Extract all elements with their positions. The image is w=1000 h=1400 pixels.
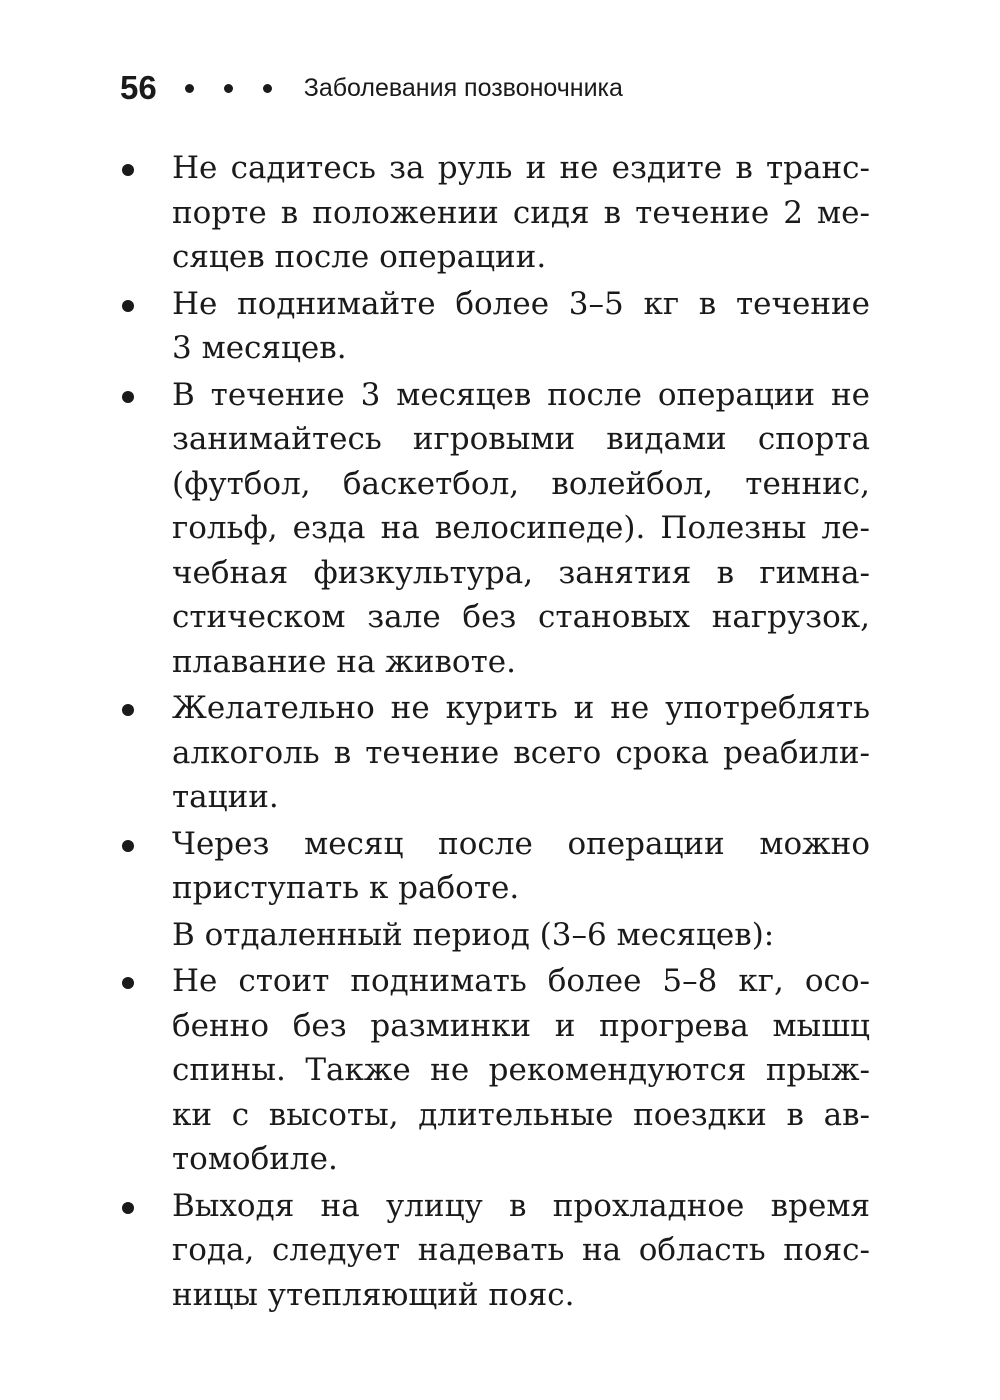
text-line: В течение 3 месяцев после операции не (172, 376, 870, 413)
text-line: порте в положении сидя в течение 2 ме- (172, 194, 870, 231)
subheading (120, 913, 870, 958)
bullet-icon (122, 840, 134, 852)
list-item (120, 282, 870, 371)
text-line: занимайтесь игровыми видами спорта (172, 421, 870, 457)
text-line: тации. (172, 779, 279, 815)
list-item (120, 959, 870, 1182)
text-line: гольф, езда на велосипеде). Полезны ле- (172, 510, 870, 546)
text-line: томобиле. (172, 1141, 338, 1177)
text-line: Через месяц после операции можно (172, 825, 870, 862)
text-line: алкоголь в течение всего срока реабили- (172, 734, 870, 771)
dot-icon (224, 84, 233, 93)
text-line: Не стоит поднимать более 5–8 кг, осо- (172, 963, 870, 999)
text-line: спины. Также не рекомендуются прыж- (172, 1052, 870, 1088)
dot-icon (185, 84, 194, 93)
text-line: приступать к работе. (172, 870, 520, 906)
bullet-icon (122, 977, 134, 989)
bullet-icon (122, 164, 134, 176)
text-line: Желательно не курить и не употреблять (172, 690, 870, 726)
bullet-icon (122, 300, 134, 312)
text-line: сяцев после операции. (172, 239, 547, 275)
dot-icon (263, 84, 272, 93)
bullet-icon (122, 704, 134, 716)
text-line: плавание на животе. (172, 643, 516, 680)
list-item (120, 686, 870, 820)
text-line: 3 месяцев. (172, 330, 347, 366)
text-line: года, следует надевать на область пояс- (172, 1232, 870, 1268)
text-line: бенно без разминки и прогрева мышц (172, 1007, 870, 1044)
body-text (120, 146, 870, 1319)
text-line: (футбол, баскетбол, волейбол, теннис, (172, 465, 870, 502)
page-number: 56 (120, 69, 157, 106)
page-header (120, 66, 623, 110)
bullet-icon (122, 1202, 134, 1214)
running-title: Заболевания позвоночника (303, 73, 623, 102)
list-item (120, 146, 870, 280)
text-line: ки с высоты, длительные поездки в ав- (172, 1096, 870, 1133)
bullet-icon (122, 391, 134, 403)
list-item (120, 822, 870, 911)
text-line: Не садитесь за руль и не ездите в транс- (172, 150, 870, 186)
text-line: ницы утепляющий пояс. (172, 1276, 575, 1313)
text-line: чебная физкультура, занятия в гимна- (172, 554, 870, 591)
text-line: Выходя на улицу в прохладное время (172, 1187, 870, 1224)
text-line: стическом зале без становых нагрузок, (172, 599, 870, 635)
list-item (120, 1184, 870, 1318)
text-line: Не поднимайте более 3–5 кг в течение (172, 285, 870, 322)
header-dots (185, 84, 302, 93)
list-item (120, 373, 870, 685)
subheading-text: В отдаленный период (3–6 месяцев): (172, 916, 775, 953)
